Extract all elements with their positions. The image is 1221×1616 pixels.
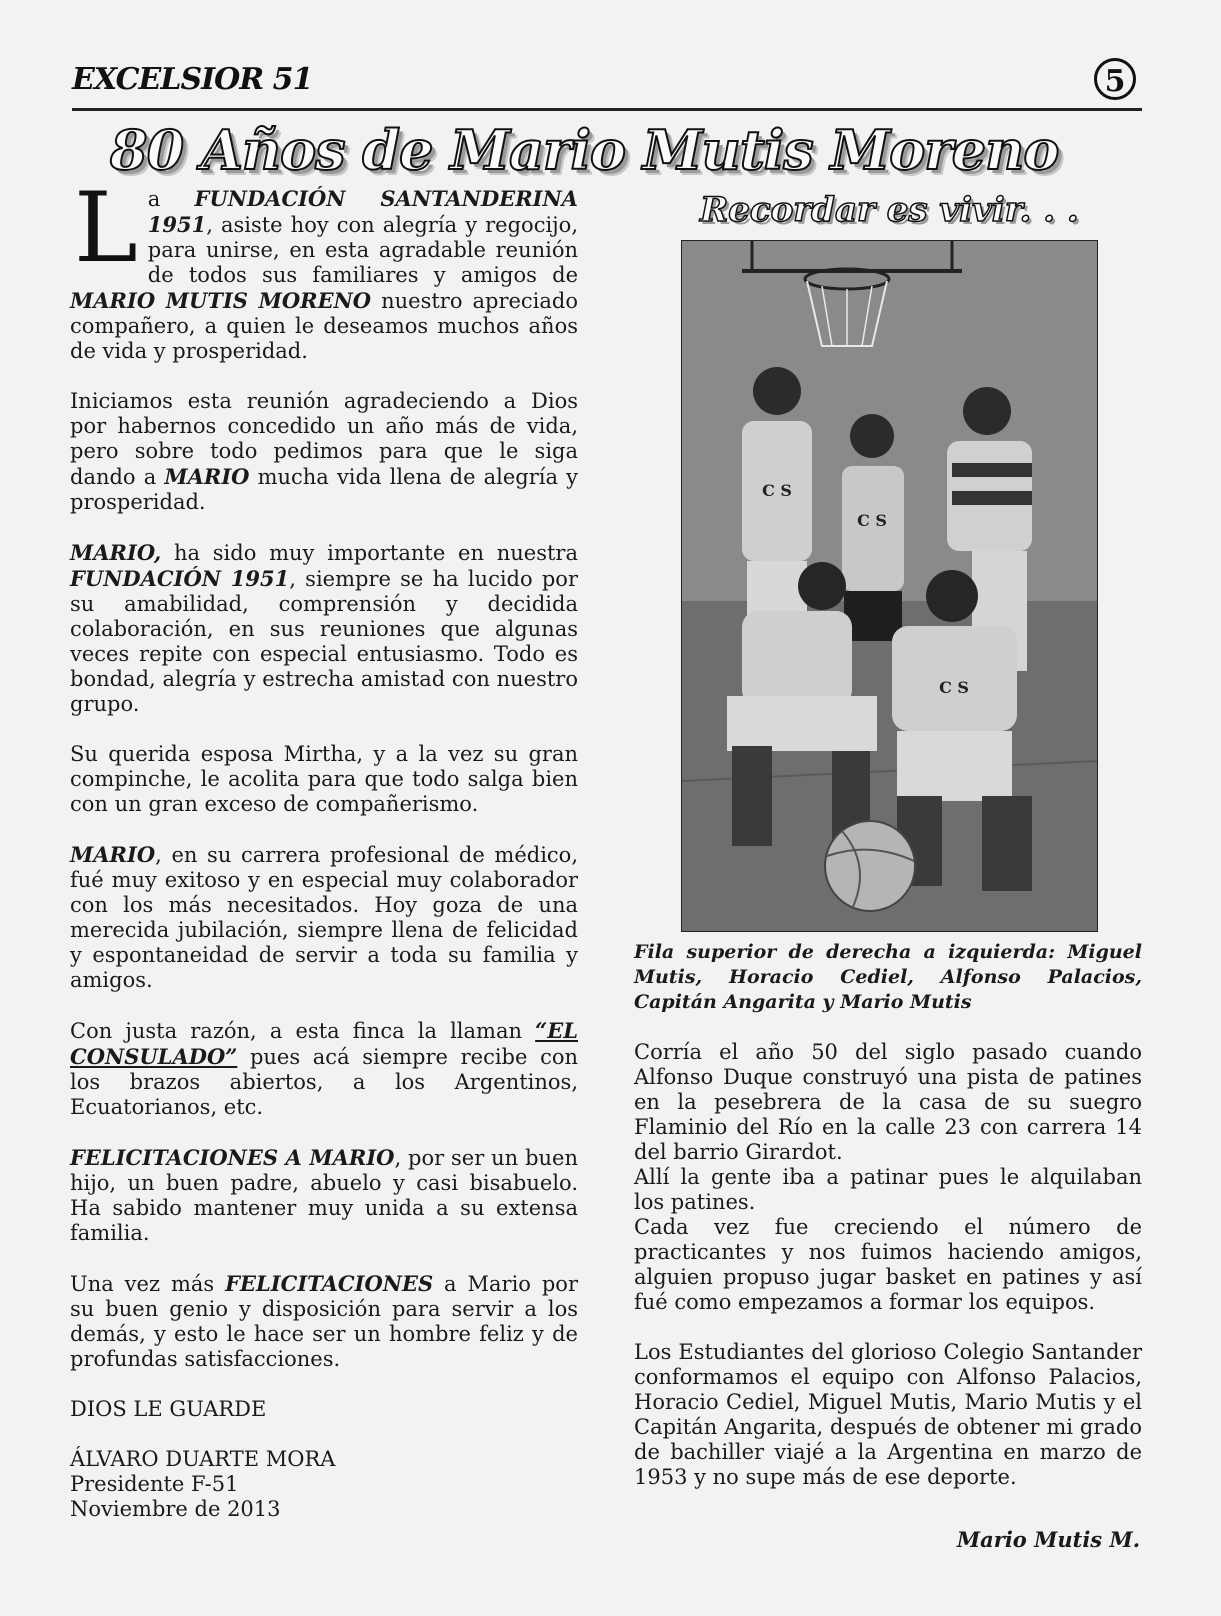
team-photo-illustration — [682, 241, 1097, 931]
text-run: a Mario por su buen genio y disposición para servir a los demás, y esto le hace ser un hombre feliz y de profundas satisfacciones. — [70, 1272, 578, 1371]
header-rule — [72, 108, 1142, 111]
emphasis: MARIO MUTIS MORENO — [70, 288, 372, 313]
right-column — [634, 1040, 1142, 1490]
author-role: Presidente F-51 — [70, 1472, 239, 1496]
text-run: , siempre se ha lucido por su amabilidad, comprensión y decidida colaboración, en sus reuniones que algunas veces repite con especial entusiasmo. Todo es bondad, alegría y estrecha amistad con nuestro grupo. — [70, 567, 578, 716]
closing-line: DIOS LE GUARDE — [70, 1397, 267, 1421]
paragraph-r4: Los Estudiantes del glorioso Colegio Santander conformamos el equipo con Alfonso Palacios, Horacio Cediel, Miguel Mutis, Mario Mutis y el Capitán Angarita, después de obtener mi grado de bachiller viajé a la Argentina en marzo de 1953 y no supe más de ese deporte. — [634, 1340, 1142, 1489]
author-name: ÁLVARO DUARTE MORA — [70, 1447, 336, 1471]
jersey-label: C S — [857, 511, 887, 530]
emphasis: FUNDACIÓN 1951 — [70, 566, 290, 591]
text-run: , por ser un buen hijo, un buen padre, abuelo y casi bisabuelo. Ha sabido mantener muy unida a su extensa familia. — [70, 1146, 578, 1245]
jersey-label: C S — [939, 678, 969, 697]
signature: Mario Mutis M. — [956, 1527, 1140, 1552]
text-run: Iniciamos esta reunión agradeciendo a Dios por habernos concedido un año más de vida, pero sobre todo pedimos para que le siga dando a — [70, 389, 578, 489]
paragraph-1 — [70, 172, 578, 364]
page-number: 5 — [1094, 58, 1136, 100]
paragraph-3 — [70, 540, 578, 717]
emphasis: FELICITACIONES — [225, 1271, 434, 1296]
emphasis: MARIO, — [70, 540, 162, 565]
text-run: pues acá siempre recibe con los brazos abiertos, a los Argentinos, Ecuatorianos, etc. — [70, 1045, 578, 1119]
jersey-label: C S — [762, 481, 792, 500]
text-run: ha sido muy importante en nuestra — [161, 541, 578, 565]
drop-cap: L — [74, 172, 138, 284]
text-run: , asiste hoy con alegría y regocijo, para unirse, en esta agradable reunión de todos sus familiares y amigos de — [147, 213, 578, 287]
left-column — [70, 172, 578, 1522]
paragraph-8 — [70, 1271, 578, 1372]
text-run: , en su carrera profesional de médico, fué muy exitoso y en especial muy colaborador con los más necesitados. Hoy goza de una merecida jubilación, siempre llena de felicidad y espontaneidad de servir a toda su familia y amigos. — [70, 843, 578, 992]
paragraph-r3: Cada vez fue creciendo el número de practicantes y nos fuimos haciendo amigos, alguien propuso jugar basket en patines y así fué como empezamos a formar los equipos. — [634, 1215, 1142, 1314]
paragraph-2 — [70, 389, 578, 515]
paragraph-4: Su querida esposa Mirtha, y a la vez su gran compinche, le acolita para que todo salga bien con un gran exceso de compañerismo. — [70, 742, 578, 816]
text-run: Con justa razón, a esta finca la llaman — [70, 1019, 536, 1043]
paragraph-r1: Corría el año 50 del siglo pasado cuando Alfonso Duque construyó una pista de patines en la pesebrera de la casa de su suegro Flaminio del Río en la calle 23 con carrera 14 del barrio Girardot. — [634, 1040, 1142, 1164]
emphasis: FELICITACIONES A MARIO — [70, 1145, 395, 1170]
emphasis: “EL CONSULADO” — [70, 1018, 578, 1069]
letter-date: Noviembre de 2013 — [70, 1497, 281, 1521]
text-run: a — [147, 187, 195, 211]
paragraph-5 — [70, 842, 578, 993]
signoff — [70, 1397, 578, 1522]
photo-caption: Fila superior de derecha a izquierda: Miguel Mutis, Horacio Cediel, Alfonso Palacios, Capitán Angarita y Mario Mutis — [634, 941, 1142, 1013]
paragraph-r2: Allí la gente iba a patinar pues le alquilaban los patines. — [634, 1165, 1142, 1214]
emphasis: MARIO — [70, 842, 156, 867]
paragraph-6 — [70, 1018, 578, 1120]
article-title: 80 Años de Mario Mutis Moreno — [110, 118, 1059, 182]
team-photo — [681, 240, 1098, 932]
emphasis: FUNDACIÓN SANTANDERINA 1951 — [147, 186, 578, 237]
text-run: mucha vida llena de alegría y prosperidad. — [70, 465, 578, 514]
paragraph-7 — [70, 1145, 578, 1246]
article-subtitle: Recordar es vivir. . . — [700, 190, 1079, 230]
masthead: EXCELSIOR 51 — [72, 62, 313, 97]
emphasis: MARIO — [164, 464, 250, 489]
basketball-icon — [825, 821, 915, 911]
text-run: Una vez más — [70, 1272, 226, 1296]
text-run: nuestro apreciado compañero, a quien le deseamos muchos años de vida y prosperidad. — [70, 289, 578, 363]
